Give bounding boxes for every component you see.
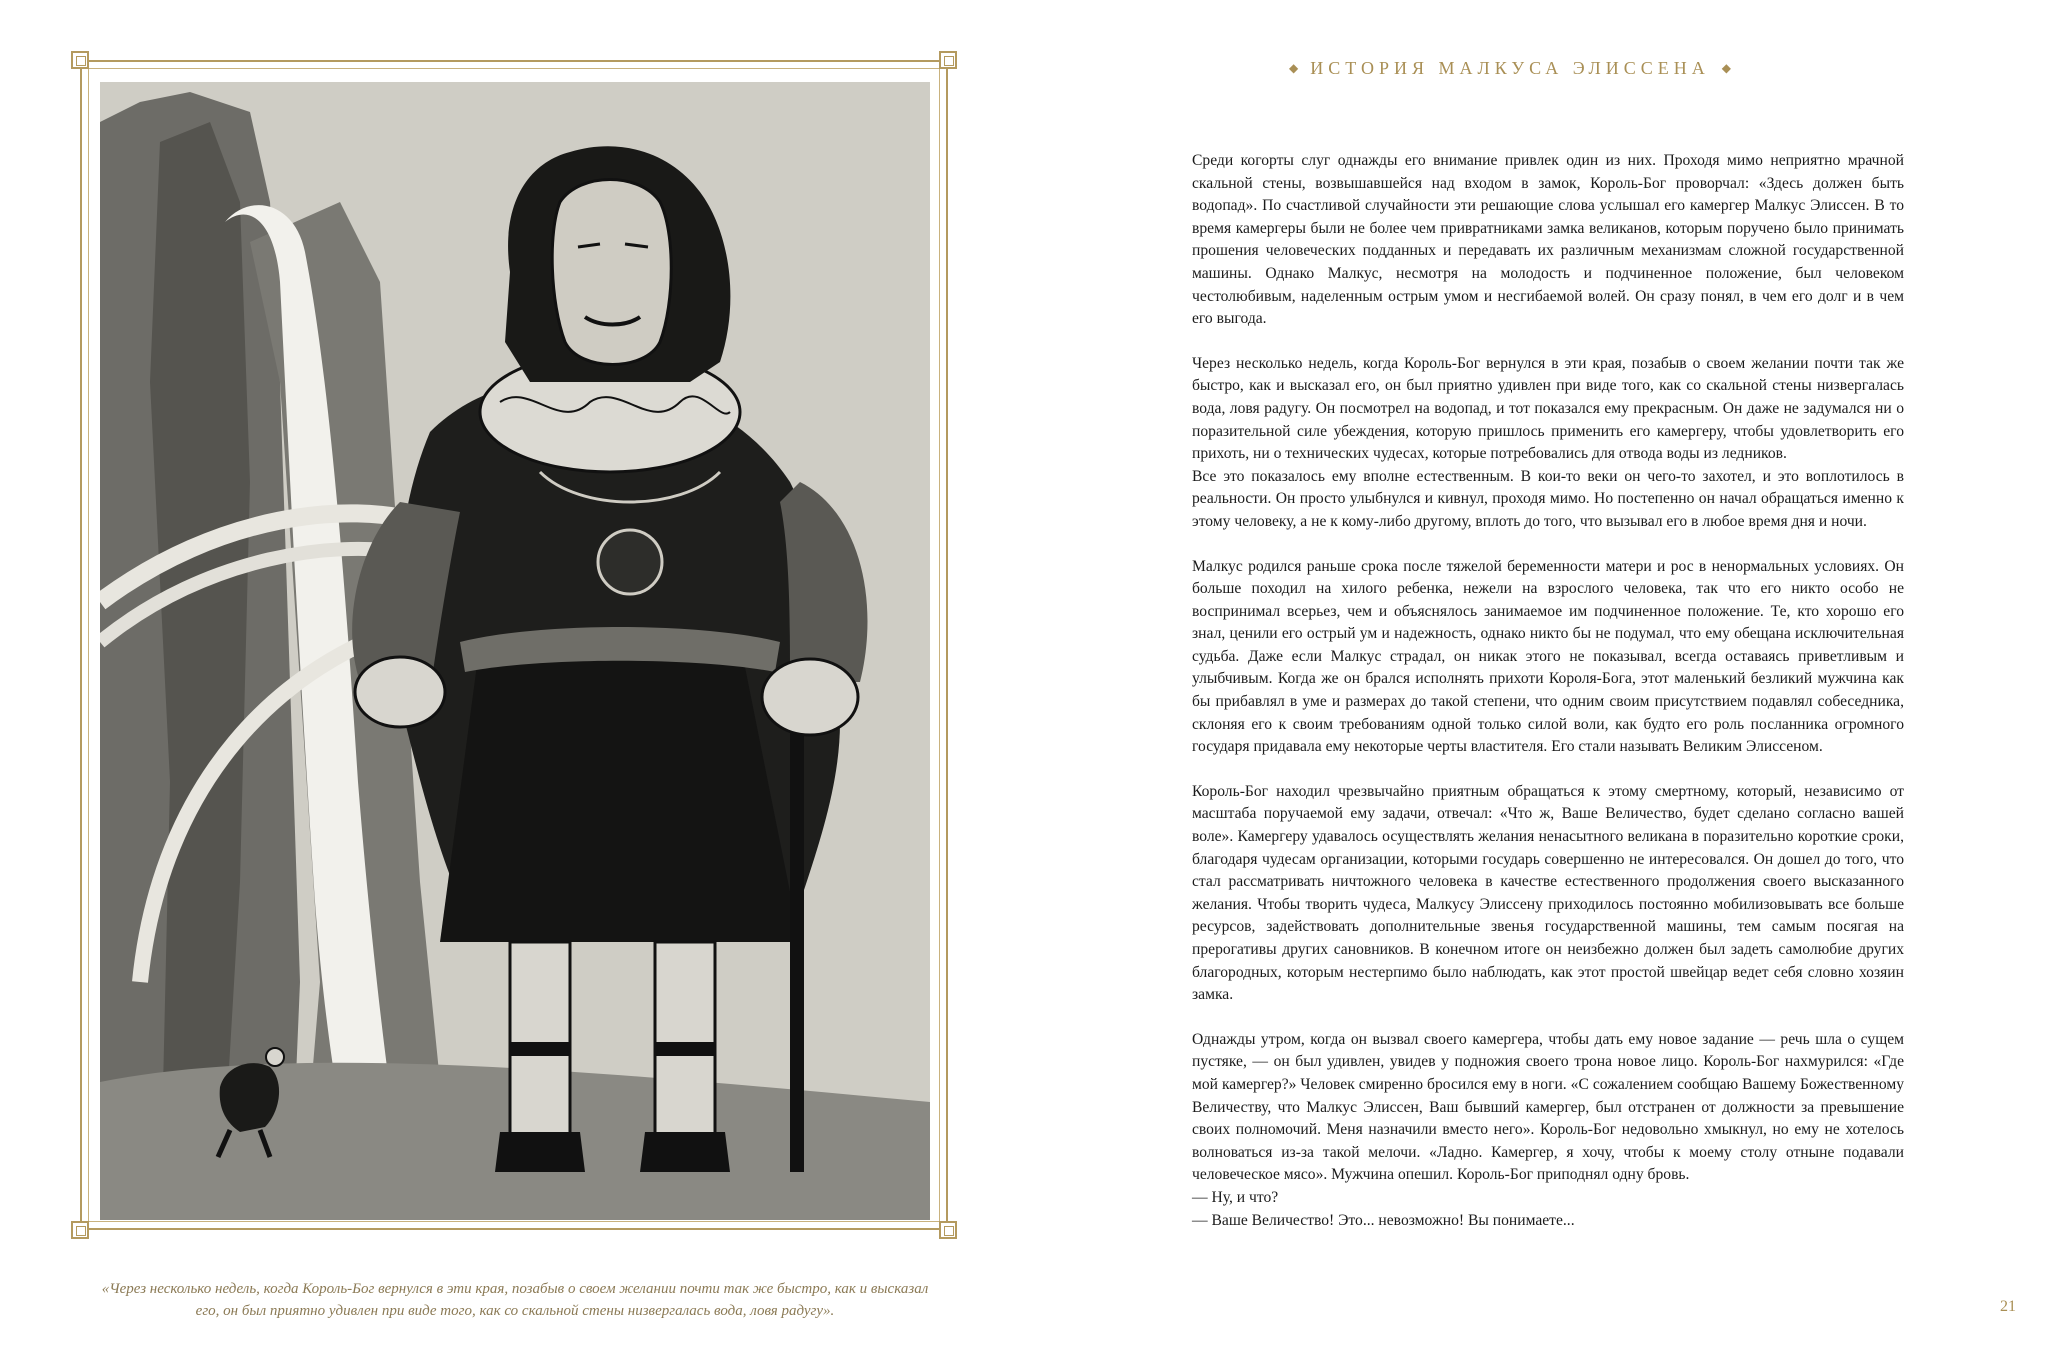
left-hand (355, 657, 445, 727)
main-text (1192, 150, 1904, 1232)
paragraph: Малкус родился раньше срока после тяжелой беременности матери и рос в ненормальных условиях. Он больше походил на хилого ребенка, нежели на взрослого человека, так что его никто особо не воспринимал всерьез, чем и объяснялось занимаемое им подчиненное положение. Те, кто хорошо его знал, ценили его острый ум и надежность, однако никто бы не подумал, что ему обещана исключительная судьба. Даже если Малкус страдал, он никак этого не показывал, всегда оставаясь приветливым и улыбчивым. Когда же он брался исполнять прихоти Короля-Бога, этот маленький безликий мужчина как бы прибавлял в уме и размерах до такой степени, что одним своим присутствием подавлял собеседника, склоняя его к своим требованиям одной только силой воли, как будто его роль посланника огромного государя придавала ему некоторые черты властителя. Его стали называть Великим Элиссеном. (1192, 557, 1904, 756)
illustration-icon (100, 82, 930, 1220)
garter-right (655, 1042, 715, 1056)
frame-corner-ornament (939, 51, 957, 69)
dialogue-line: — Ну, и что? (1192, 1188, 1279, 1206)
garter-left (510, 1042, 570, 1056)
illustration-caption: «Через несколько недель, когда Король-Бог вернулся в эти края, позабыв о своем желании почти так же быстро, как и высказал его, он был приятно удивлен при виде того, как со скальной стены низвергалась вода, ловя радугу». (101, 1281, 929, 1319)
small-man-head (266, 1048, 284, 1066)
dialogue-line: — Ваше Величество! Это... невозможно! Вы понимаете... (1192, 1211, 1575, 1229)
shoe-left (495, 1132, 585, 1172)
medallion (598, 530, 662, 594)
paragraph: Через несколько недель, когда Король-Бог вернулся в эти края, позабыв о своем желании почти так же быстро, как и высказал его, он был приятно удивлен при виде того, как со скальной стены низвергалась вода, ловя радугу. Он посмотрел на водопад, и тот показался ему прекрасным. Он даже не задумался ни о поразительной силе убеждения, которую пришлось применить его камергеру, чтобы удовлетворить его прихоть, ни о технических чудесах, которые потребовались для отвода воды из ледников. (1192, 354, 1904, 463)
ornament-diamond-icon: ◆ (1289, 61, 1299, 75)
illustration (100, 82, 930, 1220)
running-head-title: ИСТОРИЯ МАЛКУСА ЭЛИССЕНА (1310, 58, 1710, 78)
frame-corner-ornament (71, 51, 89, 69)
giant-skirt (440, 642, 800, 942)
paragraph: Все это показалось ему вполне естественным. В кои-то веки он чего-то захотел, и это воплотилось в реальности. Он просто улыбнулся и кивнул, проходя мимо. Но постепенно он начал обращаться именно к этому человеку, а не к кому-либо другому, вплоть до того, что вызывал его в любое время дня и ночи. (1192, 467, 1904, 530)
page-number: 21 (2000, 1298, 2016, 1315)
paragraph: Однажды утром, когда он вызвал своего камергера, чтобы дать ему новое задание — речь шла о сущем пустяке, — он был удивлен, увидев у подножия своего трона новое лицо. Король-Бог нахмурился: «Где мой камергер?» Человек смиренно бросился ему в ноги. «С сожалением сообщаю Вашему Божественному Величеству, что Малкус Элиссен, Ваш бывший камергер, был отстранен от должности за превышение своих полномочий. Меня назначили вместо него». Король-Бог недовольно хмыкнул, но ему не хотелось волноваться из-за такой мелочи. «Ладно. Камергер, я хочу, чтобы к моему столу отныне подавали человеческое мясо». Мужчина опешил. Король-Бог приподнял одну бровь. (1192, 1030, 1904, 1184)
right-hand (762, 659, 858, 735)
staff (790, 702, 804, 1172)
giant-face (552, 180, 671, 365)
frame-corner-ornament (939, 1221, 957, 1239)
paragraph: Король-Бог находил чрезвычайно приятным обращаться к этому смертному, который, независимо от масштаба поручаемой ему задачи, отвечал: «Что ж, Ваше Величество, будет сделано согласно вашей воле». Камергеру удавалось осуществлять желания ненасытного великана в поразительно короткие сроки, благодаря чудесам организации, которыми государь совершенно не интересовался. Он дошел до того, что стал рассматривать ничтожного человека в качестве естественного продолжения своего высказанного желания. Чтобы творить чудеса, Малкусу Элиссену приходилось постоянно мобилизовывать все больше ресурсов, задействовать дополнительные звенья государственной машины, тем самым посягая на прерогативы других сановников. В конечном итоге он неизбежно должен был задеть самолюбие других благородных, которым нестерпимо было наблюдать, как этот простой швейцар ведет себя словно хозяин замка. (1192, 782, 1904, 1004)
running-head (1150, 58, 1870, 79)
shoe-right (640, 1132, 730, 1172)
ornament-diamond-icon: ◆ (1721, 61, 1731, 75)
paragraph: Среди когорты слуг однажды его внимание привлек один из них. Проходя мимо неприятно мрачной скальной стены, возвышавшейся над входом в замок, Король-Бог проворчал: «Здесь должен быть водопад». По счастливой случайности эти решающие слова услышал его камергер Малкус Элиссен. В то время камергеры были не более чем привратниками замка великанов, которым поручено было принимать прошения человеческих подданных и передавать их различным механизмам сложной государственной машины. Однако Малкус, несмотря на молодость и подчиненное положение, был человеком честолюбивым, наделенным острым умом и несгибаемой волей. Он сразу понял, в чем его долг и в чем его выгода. (1192, 152, 1904, 328)
frame-corner-ornament (71, 1221, 89, 1239)
